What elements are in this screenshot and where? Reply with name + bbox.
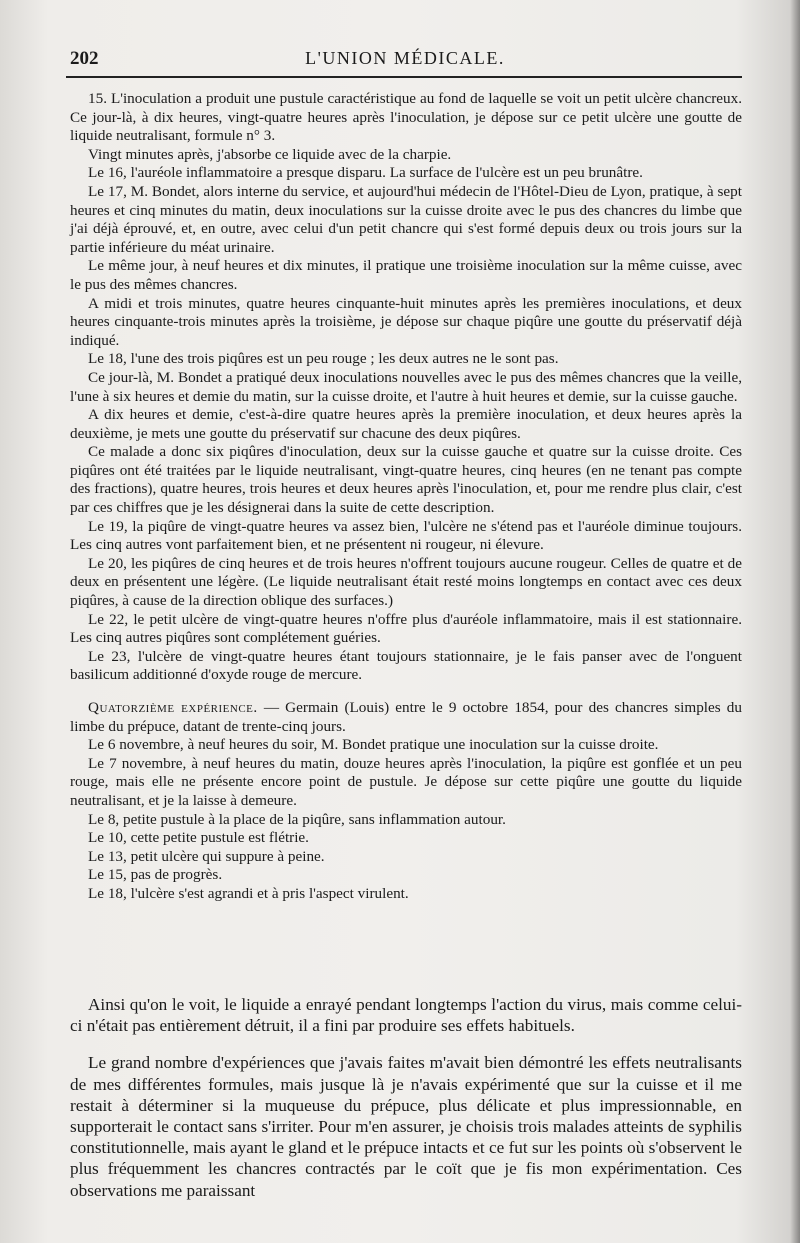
page-header xyxy=(70,44,740,74)
paragraph: Le 15, pas de progrès. xyxy=(88,866,223,884)
page-number: 202 xyxy=(70,48,99,69)
paragraph: Le 19, la piqûre de vingt-quatre heures va assez bien, l'ulcère ne s'étend pas et l'auréole diminue toujours. Les cinq autres vont parfaitement bien, et ne présentent ni rougeur, ni élevure. xyxy=(70,517,742,554)
paragraph: Le 16, l'auréole inflammatoire a presque disparu. La surface de l'ulcère est un peu brunâtre. xyxy=(88,164,643,182)
closing-text xyxy=(70,994,742,1201)
paragraph: Ainsi qu'on le voit, le liquide a enrayé pendant longtemps l'action du virus, mais comme celui-ci n'était pas entièrement détruit, il a fini par produire ses effets habituels. xyxy=(70,995,742,1036)
experiment-label: Quatorzième expérience. xyxy=(88,699,258,716)
paragraph: A midi et trois minutes, quatre heures cinquante-huit minutes après les premières inoculations, et deux heures cinquante-trois minutes après la troisième, je dépose sur chaque piqûre une goutte du préservatif déjà indiqué. xyxy=(70,294,742,349)
paragraph: Le 18, l'une des trois piqûres est un peu rouge ; les deux autres ne le sont pas. xyxy=(88,350,559,368)
paragraph: Le 6 novembre, à neuf heures du soir, M. Bondet pratique une inoculation sur la cuisse droite. xyxy=(88,736,659,754)
paragraph: Le 22, le petit ulcère de vingt-quatre heures n'offre plus d'auréole inflammatoire, mais il est stationnaire. Les cinq autres piqûres sont complétement guéries. xyxy=(70,610,742,647)
paragraph: 15. L'inoculation a produit une pustule caractéristique au fond de laquelle se voit un petit ulcère chancreux. Ce jour-là, à dix heures, vingt-quatre heures après l'inoculation, je dépose sur ce petit ulcère une goutte de liquide neutralisant, formule n° 3. xyxy=(70,90,742,145)
experiment-heading-paragraph xyxy=(70,699,742,736)
paragraph: Le 10, cette petite pustule est flétrie. xyxy=(88,829,309,847)
paragraph: A dix heures et demie, c'est-à-dire quatre heures après la première inoculation, et deux heures après la deuxième, je mets une goutte du préservatif sur chacune des deux piqûres. xyxy=(70,406,742,442)
paragraph: Le même jour, à neuf heures et dix minutes, il pratique une troisième inoculation sur la même cuisse, avec le pus des mêmes chancres. xyxy=(70,257,742,293)
paragraph: Vingt minutes après, j'absorbe ce liquide avec de la charpie. xyxy=(88,145,452,163)
paragraph: Le 20, les piqûres de cinq heures et de trois heures n'offrent toujours aucune rougeur. Celles de quatre et de deux en présentent une légère. (Le liquide neutralisant était resté moins longtemps en contact avec ces deux piqûres, à cause de la direction oblique des surfaces.) xyxy=(70,554,742,610)
paragraph: Le 8, petite pustule à la place de la piqûre, sans inflammation autour. xyxy=(88,810,506,828)
paragraph: Le 18, l'ulcère s'est agrandi et à pris l'aspect virulent. xyxy=(88,884,409,902)
paragraph: Le 7 novembre, à neuf heures du matin, douze heures après l'inoculation, la piqûre est gonflée et un peu rouge, mais elle ne présente encore point de pustule. Je dépose sur cette piqûre une goutte du liquide neutralisant, et je la laisse à demeure. xyxy=(70,754,742,809)
running-title: L'UNION MÉDICALE. xyxy=(305,48,505,68)
page-edge-shadow xyxy=(790,0,800,1243)
paragraph: Le 17, M. Bondet, alors interne du service, et aujourd'hui médecin de l'Hôtel-Dieu de Lyon, pratique, à sept heures et cinq minutes du matin, deux inoculations sur la cuisse droite avec le pus des chancres du limbe que j'ai déjà éprouvé, et, en outre, avec celui d'un petit chancre qui s'est formé depuis deux ou trois jours sur la partie inférieure du méat urinaire. xyxy=(70,182,742,256)
paragraph: Le 13, petit ulcère qui suppure à peine. xyxy=(88,847,325,865)
body-text xyxy=(70,90,742,904)
header-rule xyxy=(66,76,742,78)
paragraph: Le grand nombre d'expériences que j'avais faites m'avait bien démontré les effets neutralisants de mes différentes formules, mais jusque là je n'avais expérimenté que sur la cuisse et il me restait à déterminer si la muqueuse du prépuce, plus délicate et plus impressionnable, en supporterait le contact sans s'irriter. Pour m'en assurer, je choisis trois malades atteints de syphilis constitutionnelle, mais ayant le gland et le prépuce intacts et ce fut sur les points où s'observent le plus fréquemment les chancres contractés par le coït que je fis mon expérimentation. Ces observations me paraissant xyxy=(70,1053,742,1200)
experiment-intro: — Germain (Louis) entre le 9 octobre 1854, pour des chancres simples du limbe du prépuce, datant de trente-cinq jours. xyxy=(70,699,742,735)
paragraph: Le 23, l'ulcère de vingt-quatre heures étant toujours stationnaire, je le fais panser avec de l'onguent basilicum additionné d'oxyde rouge de mercure. xyxy=(70,647,742,684)
paragraph: Ce jour-là, M. Bondet a pratiqué deux inoculations nouvelles avec le pus des mêmes chancres que la veille, l'une à six heures et demie du matin, sur la cuisse droite, et l'autre à huit heures et demie, sur la cuisse gauche. xyxy=(70,368,742,405)
paragraph: Ce malade a donc six piqûres d'inoculation, deux sur la cuisse gauche et quatre sur la cuisse droite. Ces piqûres ont été traitées par le liquide neutralisant, vingt-quatre heures, cinq heures (en ne tenant pas compte des fractions), quatre heures, trois heures et deux heures après l'inoculation, et, pour me rendre plus clair, c'est par ces chiffres que je les désignerai dans la suite de cette description. xyxy=(70,443,742,517)
